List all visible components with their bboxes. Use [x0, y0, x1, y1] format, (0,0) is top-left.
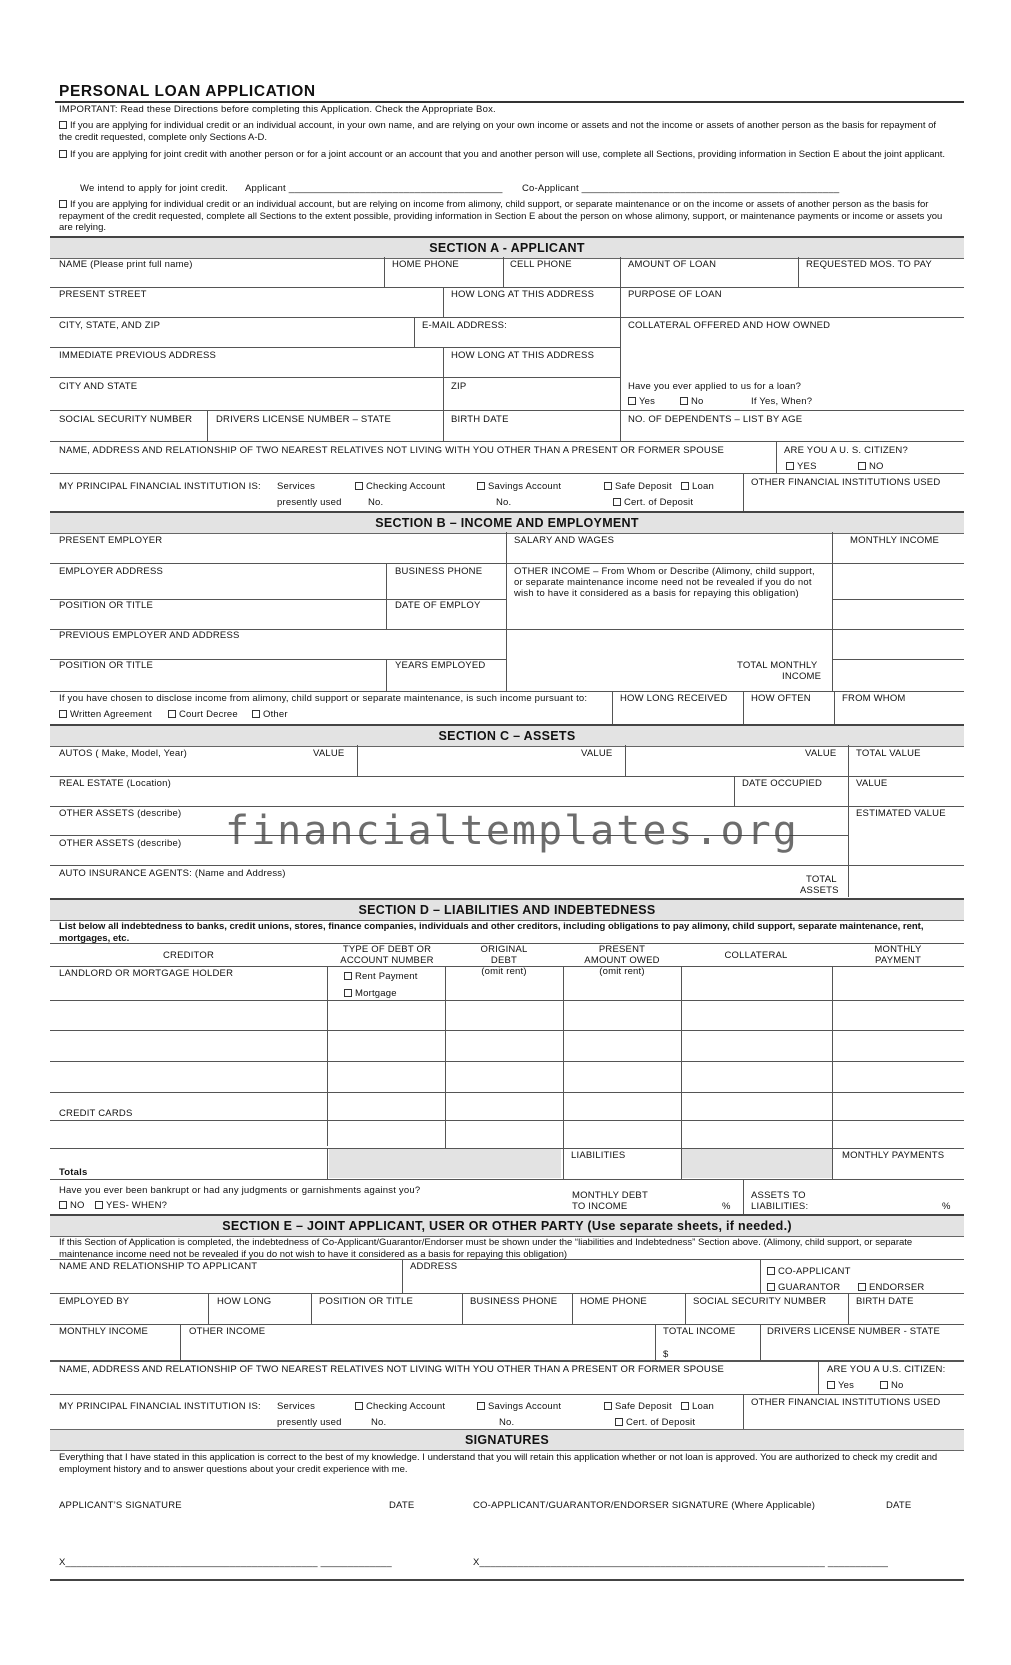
citizen-yes-checkbox[interactable]: [786, 462, 794, 470]
e-checking-checkbox[interactable]: [355, 1402, 363, 1410]
present-owed-header-1: PRESENT: [598, 944, 646, 955]
signature-statement: Everything that I have stated in this application is correct to the best of my knowledge. I understand that you will retain this application whether or not loan is approved. You are authorized to check my credit and employment history and to answer questions about your credit experience with me.: [59, 1452, 938, 1475]
other-institutions-label: OTHER FINANCIAL INSTITUTIONS USED: [751, 477, 941, 488]
endorser-checkbox[interactable]: [858, 1283, 866, 1291]
e-position-label: POSITION OR TITLE: [319, 1296, 414, 1307]
co-applicant-option[interactable]: CO-APPLICANT: [767, 1266, 851, 1277]
joint-intend-label: We intend to apply for joint credit.: [80, 183, 229, 194]
applicant-date-label: DATE: [389, 1500, 415, 1511]
bankrupt-no-checkbox[interactable]: [59, 1201, 67, 1209]
auto-value-2-label: VALUE: [581, 748, 613, 759]
form-title: PERSONAL LOAN APPLICATION: [59, 83, 316, 100]
section-e-header: SECTION E – JOINT APPLICANT, USER OR OTHER PARTY (Use separate sheets, if needed.): [50, 1214, 964, 1237]
savings-no-label: No.: [496, 497, 512, 508]
birth-date-label: BIRTH DATE: [451, 414, 509, 425]
safe-deposit[interactable]: Safe Deposit: [604, 481, 672, 492]
bankrupt-yes-checkbox[interactable]: [95, 1201, 103, 1209]
e-savings-checkbox[interactable]: [477, 1402, 485, 1410]
joint-checkbox[interactable]: [59, 150, 67, 158]
e-cert-deposit[interactable]: Cert. of Deposit: [615, 1417, 695, 1428]
alimony-question: If you have chosen to disclose income from alimony, child support or separate maintenance, is such income pursuant to:: [59, 693, 588, 704]
salary-label: SALARY AND WAGES: [514, 535, 615, 546]
insurance-agents-label: AUTO INSURANCE AGENTS: (Name and Address): [59, 868, 286, 879]
years-employed-label: YEARS EMPLOYED: [395, 660, 486, 671]
debt-type-header-1: TYPE OF DEBT OR: [342, 944, 432, 955]
creditor-header: CREDITOR: [163, 950, 215, 961]
omit-rent-note-2: (omit rent): [599, 966, 645, 977]
section-b-header: SECTION B – INCOME AND EMPLOYMENT: [50, 511, 964, 534]
totals-label: Totals: [59, 1167, 88, 1178]
zip-label: ZIP: [451, 381, 467, 392]
auto-value-3-label: VALUE: [805, 748, 837, 759]
section-e-instructions: If this Section of Application is completed, the indebtedness of Co-Applicant/Guarantor/Endorser must be shown under the “liabilities and Indebtedness” Section above. (Alimony, child support, or separate maintenance income need not be revealed if you do not wish to have it considered as a basis for repaying this obligation): [59, 1237, 913, 1260]
applicant-signature-label: APPLICANT’S SIGNATURE: [59, 1500, 182, 1511]
citizen-question: ARE YOU A U. S. CITIZEN?: [784, 445, 908, 456]
citizen-no[interactable]: NO: [858, 461, 884, 472]
e-financial-institution-label: MY PRINCIPAL FINANCIAL INSTITUTION IS:: [59, 1401, 261, 1412]
collateral-header: COLLATERAL: [724, 950, 788, 961]
email-label: E-MAIL ADDRESS:: [422, 320, 508, 331]
e-birth-date-label: BIRTH DATE: [856, 1296, 914, 1307]
co-signature-label: CO-APPLICANT/GUARANTOR/ENDORSER SIGNATURE (Where Applicable): [473, 1500, 816, 1511]
services-label: Services: [277, 481, 316, 492]
city-state-zip-label: CITY, STATE, AND ZIP: [59, 320, 161, 331]
from-whom-label: FROM WHOM: [842, 693, 906, 704]
e-business-phone-label: BUSINESS PHONE: [470, 1296, 558, 1307]
section-d-header: SECTION D – LIABILITIES AND INDEBTEDNESS: [50, 898, 964, 921]
liabilities-label: LIABILITIES: [571, 1150, 626, 1161]
position-label: POSITION OR TITLE: [59, 600, 154, 611]
original-debt-header-1: ORIGINAL: [480, 944, 528, 955]
auto-value-1-label: VALUE: [313, 748, 345, 759]
original-debt-header-2: DEBT: [490, 955, 518, 966]
option-relying[interactable]: If you are applying for individual credit or an individual account, but are relying on income from alimony, child support, or separate maintenance or on the income or assets of another person as the basis for repayment of the credit requested, complete all Sections to the extent possible, providing information in Section E about the person on whose alimony, support, or maintenance payments or income or assets you are relying.: [59, 199, 943, 233]
option-joint[interactable]: If you are applying for joint credit with another person or for a joint account or an account that you and another person will use, complete all Sections, providing information in Section E about the joint applicant.: [59, 149, 949, 161]
date-of-employ-label: DATE OF EMPLOY: [395, 600, 481, 611]
total-assets-label-2: ASSETS: [800, 885, 839, 896]
date-occupied-label: DATE OCCUPIED: [742, 778, 823, 789]
e-address-label: ADDRESS: [410, 1261, 458, 1272]
cert-deposit[interactable]: Cert. of Deposit: [613, 497, 693, 508]
checking-no-label: No.: [368, 497, 384, 508]
applied-yes-checkbox[interactable]: [628, 397, 636, 405]
savings-account[interactable]: Savings Account: [477, 481, 561, 492]
applied-no-checkbox[interactable]: [680, 397, 688, 405]
e-how-long-label: HOW LONG: [217, 1296, 272, 1307]
total-monthly-label-2: INCOME: [782, 671, 822, 682]
section-a-header: SECTION A - APPLICANT: [50, 236, 964, 259]
assets-liab-pct: %: [942, 1201, 951, 1212]
real-estate-label: REAL ESTATE (Location): [59, 778, 171, 789]
citizen-yes[interactable]: YES: [786, 461, 817, 472]
cell-phone-label: CELL PHONE: [510, 259, 572, 270]
guarantor-checkbox[interactable]: [767, 1283, 775, 1291]
court-decree[interactable]: Court Decree: [168, 709, 238, 720]
how-often-label: HOW OFTEN: [751, 693, 811, 704]
collateral-label: COLLATERAL OFFERED AND HOW OWNED: [628, 320, 831, 331]
bankrupt-yes[interactable]: YES- WHEN?: [95, 1200, 167, 1211]
cert-deposit-checkbox[interactable]: [613, 498, 621, 506]
checking-checkbox[interactable]: [355, 482, 363, 490]
e-safe-deposit[interactable]: Safe Deposit: [604, 1401, 672, 1412]
monthly-debt-label-2: TO INCOME: [572, 1201, 628, 1212]
rent-payment-option[interactable]: Rent Payment: [344, 971, 418, 982]
e-citizen-question: ARE YOU A U.S. CITIZEN:: [827, 1364, 946, 1375]
rent-payment-checkbox[interactable]: [344, 972, 352, 980]
e-ssn-label: SOCIAL SECURITY NUMBER: [693, 1296, 827, 1307]
how-long-received-label: HOW LONG RECEIVED: [620, 693, 728, 704]
e-citizen-no[interactable]: No: [880, 1380, 904, 1391]
real-estate-value-label: VALUE: [856, 778, 888, 789]
applied-before-question: Have you ever applied to us for a loan?: [628, 381, 802, 392]
bankrupt-question: Have you ever been bankrupt or had any judgments or garnishments against you?: [59, 1185, 421, 1196]
employer-address-label: EMPLOYER ADDRESS: [59, 566, 164, 577]
presently-used-label: presently used: [277, 497, 342, 508]
court-decree-checkbox[interactable]: [168, 710, 176, 718]
relatives-label: NAME, ADDRESS AND RELATIONSHIP OF TWO NEAREST RELATIVES NOT LIVING WITH YOU OTHER THAN A PRESENT OR FORMER SPOUSE: [59, 445, 725, 456]
e-safe-deposit-checkbox[interactable]: [604, 1402, 612, 1410]
monthly-payment-header-2: PAYMENT: [875, 955, 921, 966]
assets-to-liabilities-2: LIABILITIES:: [751, 1201, 809, 1212]
name-relationship-label: NAME AND RELATIONSHIP TO APPLICANT: [59, 1261, 258, 1272]
ssn-label: SOCIAL SECURITY NUMBER: [59, 414, 193, 425]
applied-no[interactable]: No: [680, 396, 704, 407]
e-relatives-label: NAME, ADDRESS AND RELATIONSHIP OF TWO NEAREST RELATIVES NOT LIVING WITH YOU OTHER THAN A PRESENT OR FORMER SPOUSE: [59, 1364, 725, 1375]
financial-institution-label: MY PRINCIPAL FINANCIAL INSTITUTION IS:: [59, 481, 261, 492]
other-assets-label: OTHER ASSETS (describe): [59, 808, 182, 819]
applicant-signature-line[interactable]: X______________________________________________ _____________: [59, 1557, 392, 1568]
total-monthly-label-1: TOTAL MONTHLY: [737, 660, 818, 671]
written-agreement[interactable]: Written Agreement: [59, 709, 152, 720]
e-drivers-license-label: DRIVERS LICENSE NUMBER - STATE: [767, 1326, 940, 1337]
assets-to-liabilities-1: ASSETS TO: [751, 1190, 806, 1201]
other-assets-2-label: OTHER ASSETS (describe): [59, 838, 182, 849]
other-checkbox[interactable]: [252, 710, 260, 718]
omit-rent-note: (omit rent): [481, 966, 527, 977]
citizen-no-checkbox[interactable]: [858, 462, 866, 470]
co-applicant-checkbox[interactable]: [767, 1267, 775, 1275]
e-loan-option[interactable]: Loan: [681, 1401, 714, 1412]
other-income-label-3: wish to have it considered as a basis for repaying this obligation): [514, 588, 799, 599]
how-long-label: HOW LONG AT THIS ADDRESS: [451, 289, 595, 300]
mortgage-option[interactable]: Mortgage: [344, 988, 397, 999]
monthly-payment-header-1: MONTHLY: [874, 944, 922, 955]
position-2-label: POSITION OR TITLE: [59, 660, 154, 671]
city-state-label: CITY AND STATE: [59, 381, 138, 392]
written-agreement-checkbox[interactable]: [59, 710, 67, 718]
loan-checkbox[interactable]: [681, 482, 689, 490]
applicant-name-line[interactable]: Applicant _______________________________________: [245, 183, 503, 194]
e-citizen-yes[interactable]: Yes: [827, 1380, 854, 1391]
e-total-dollar: $: [663, 1349, 669, 1360]
purpose-label: PURPOSE OF LOAN: [628, 289, 722, 300]
employer-label: PRESENT EMPLOYER: [59, 535, 163, 546]
street-label: PRESENT STREET: [59, 289, 147, 300]
individual-checkbox[interactable]: [59, 121, 67, 129]
e-monthly-income-label: MONTHLY INCOME: [59, 1326, 149, 1337]
co-signature-line[interactable]: X_______________________________________________________________ ___________: [473, 1557, 889, 1568]
coapplicant-name-line[interactable]: Co-Applicant _______________________________________________: [522, 183, 840, 194]
other-option[interactable]: Other: [252, 709, 288, 720]
if-yes-when-label: If Yes, When?: [751, 396, 813, 407]
e-cert-deposit-checkbox[interactable]: [615, 1418, 623, 1426]
total-assets-label-1: TOTAL: [806, 874, 837, 885]
landlord-label: LANDLORD OR MORTGAGE HOLDER: [59, 968, 234, 979]
e-loan-checkbox[interactable]: [681, 1402, 689, 1410]
e-other-institutions-label: OTHER FINANCIAL INSTITUTIONS USED: [751, 1397, 941, 1408]
savings-checkbox[interactable]: [477, 482, 485, 490]
other-income-label-1: OTHER INCOME – From Whom or Describe (Alimony, child support,: [514, 566, 815, 577]
safe-deposit-checkbox[interactable]: [604, 482, 612, 490]
credit-cards-label: CREDIT CARDS: [59, 1108, 133, 1119]
other-income-label-2: or separate maintenance income need not be revealed if you do not: [514, 577, 812, 588]
monthly-debt-label-1: MONTHLY DEBT: [572, 1190, 648, 1201]
how-long-2-label: HOW LONG AT THIS ADDRESS: [451, 350, 595, 361]
mortgage-checkbox[interactable]: [344, 989, 352, 997]
signatures-header: SIGNATURES: [50, 1429, 964, 1451]
e-services-label: Services: [277, 1401, 316, 1412]
autos-label: AUTOS ( Make, Model, Year): [59, 748, 188, 759]
applied-yes[interactable]: Yes: [628, 396, 655, 407]
e-home-phone-label: HOME PHONE: [580, 1296, 647, 1307]
endorser-option[interactable]: ENDORSER: [858, 1282, 924, 1293]
e-checking-account[interactable]: Checking Account: [355, 1401, 445, 1412]
important-note: IMPORTANT: Read these Directions before completing this Application. Check the Appropriate Box.: [59, 104, 496, 115]
e-savings-account[interactable]: Savings Account: [477, 1401, 561, 1412]
previous-employer-label: PREVIOUS EMPLOYER AND ADDRESS: [59, 630, 240, 641]
loan-amount-label: AMOUNT OF LOAN: [628, 259, 717, 270]
e-total-income-label: TOTAL INCOME: [663, 1326, 736, 1337]
guarantor-option[interactable]: GUARANTOR: [767, 1282, 840, 1293]
e-savings-no-label: No.: [499, 1417, 515, 1428]
section-d-instructions: List below all indebtedness to banks, credit unions, stores, finance companies, individuals and other creditors, including obligations to pay alimony, child support, separate maintenance, rent, mortgages, etc.: [59, 921, 924, 944]
checking-account[interactable]: Checking Account: [355, 481, 445, 492]
requested-months-label: REQUESTED MOS. TO PAY: [806, 259, 932, 270]
home-phone-label: HOME PHONE: [392, 259, 459, 270]
present-owed-header-2: AMOUNT OWED: [584, 955, 660, 966]
estimated-value-label: ESTIMATED VALUE: [856, 808, 946, 819]
e-citizen-yes-checkbox[interactable]: [827, 1381, 835, 1389]
monthly-payments-label: MONTHLY PAYMENTS: [842, 1150, 945, 1161]
business-phone-label: BUSINESS PHONE: [395, 566, 483, 577]
e-citizen-no-checkbox[interactable]: [880, 1381, 888, 1389]
monthly-income-label: MONTHLY INCOME: [850, 535, 940, 546]
total-value-label: TOTAL VALUE: [856, 748, 921, 759]
e-other-income-label: OTHER INCOME: [189, 1326, 266, 1337]
watermark: financialtemplates.org: [225, 808, 799, 854]
co-date-label: DATE: [886, 1500, 912, 1511]
name-label: NAME (Please print full name): [59, 259, 193, 270]
dependents-label: NO. OF DEPENDENTS – LIST BY AGE: [628, 414, 803, 425]
debt-type-header-2: ACCOUNT NUMBER: [340, 955, 434, 966]
option-individual[interactable]: If you are applying for individual credit or an individual account, in your own name, and are relying on your own income or assets and not the income or assets of another person as the basis for repayment of the credit requested, complete only Sections A-D.: [59, 120, 937, 143]
relying-checkbox[interactable]: [59, 200, 67, 208]
section-c-header: SECTION C – ASSETS: [50, 724, 964, 747]
loan-option[interactable]: Loan: [681, 481, 714, 492]
monthly-debt-pct: %: [722, 1201, 731, 1212]
e-checking-no-label: No.: [371, 1417, 387, 1428]
drivers-license-label: DRIVERS LICENSE NUMBER – STATE: [216, 414, 392, 425]
previous-address-label: IMMEDIATE PREVIOUS ADDRESS: [59, 350, 217, 361]
bankrupt-no[interactable]: NO: [59, 1200, 85, 1211]
employed-by-label: EMPLOYED BY: [59, 1296, 130, 1307]
e-presently-used-label: presently used: [277, 1417, 342, 1428]
